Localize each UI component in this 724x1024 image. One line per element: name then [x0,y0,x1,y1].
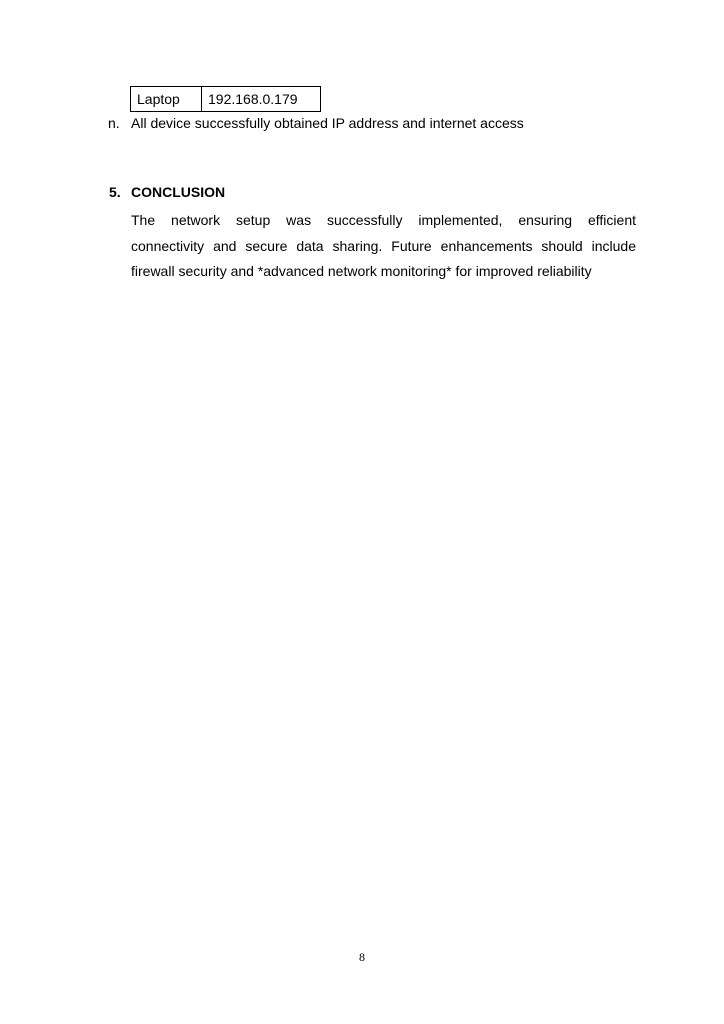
table-row [131,87,321,112]
list-item [108,114,524,132]
table-cell-device: Laptop [131,87,202,112]
paragraph-line: connectivity and secure data sharing. Future enhancements should include [131,237,636,254]
table-cell-ip: 192.168.0.179 [202,87,321,112]
device-ip-table [130,86,321,112]
section-title: CONCLUSION [131,184,226,200]
conclusion-paragraph [131,208,636,285]
section-number: 5. [109,184,121,200]
list-item-text: All device successfully obtained IP address and internet access [131,115,524,131]
list-item-marker: n. [108,115,120,131]
page-number: 8 [359,950,365,964]
paragraph-line: firewall security and *advanced network monitoring* for improved reliability [131,263,592,279]
section-heading [109,183,225,201]
paragraph-line: The network setup was successfully implemented, ensuring efficient [131,212,636,228]
